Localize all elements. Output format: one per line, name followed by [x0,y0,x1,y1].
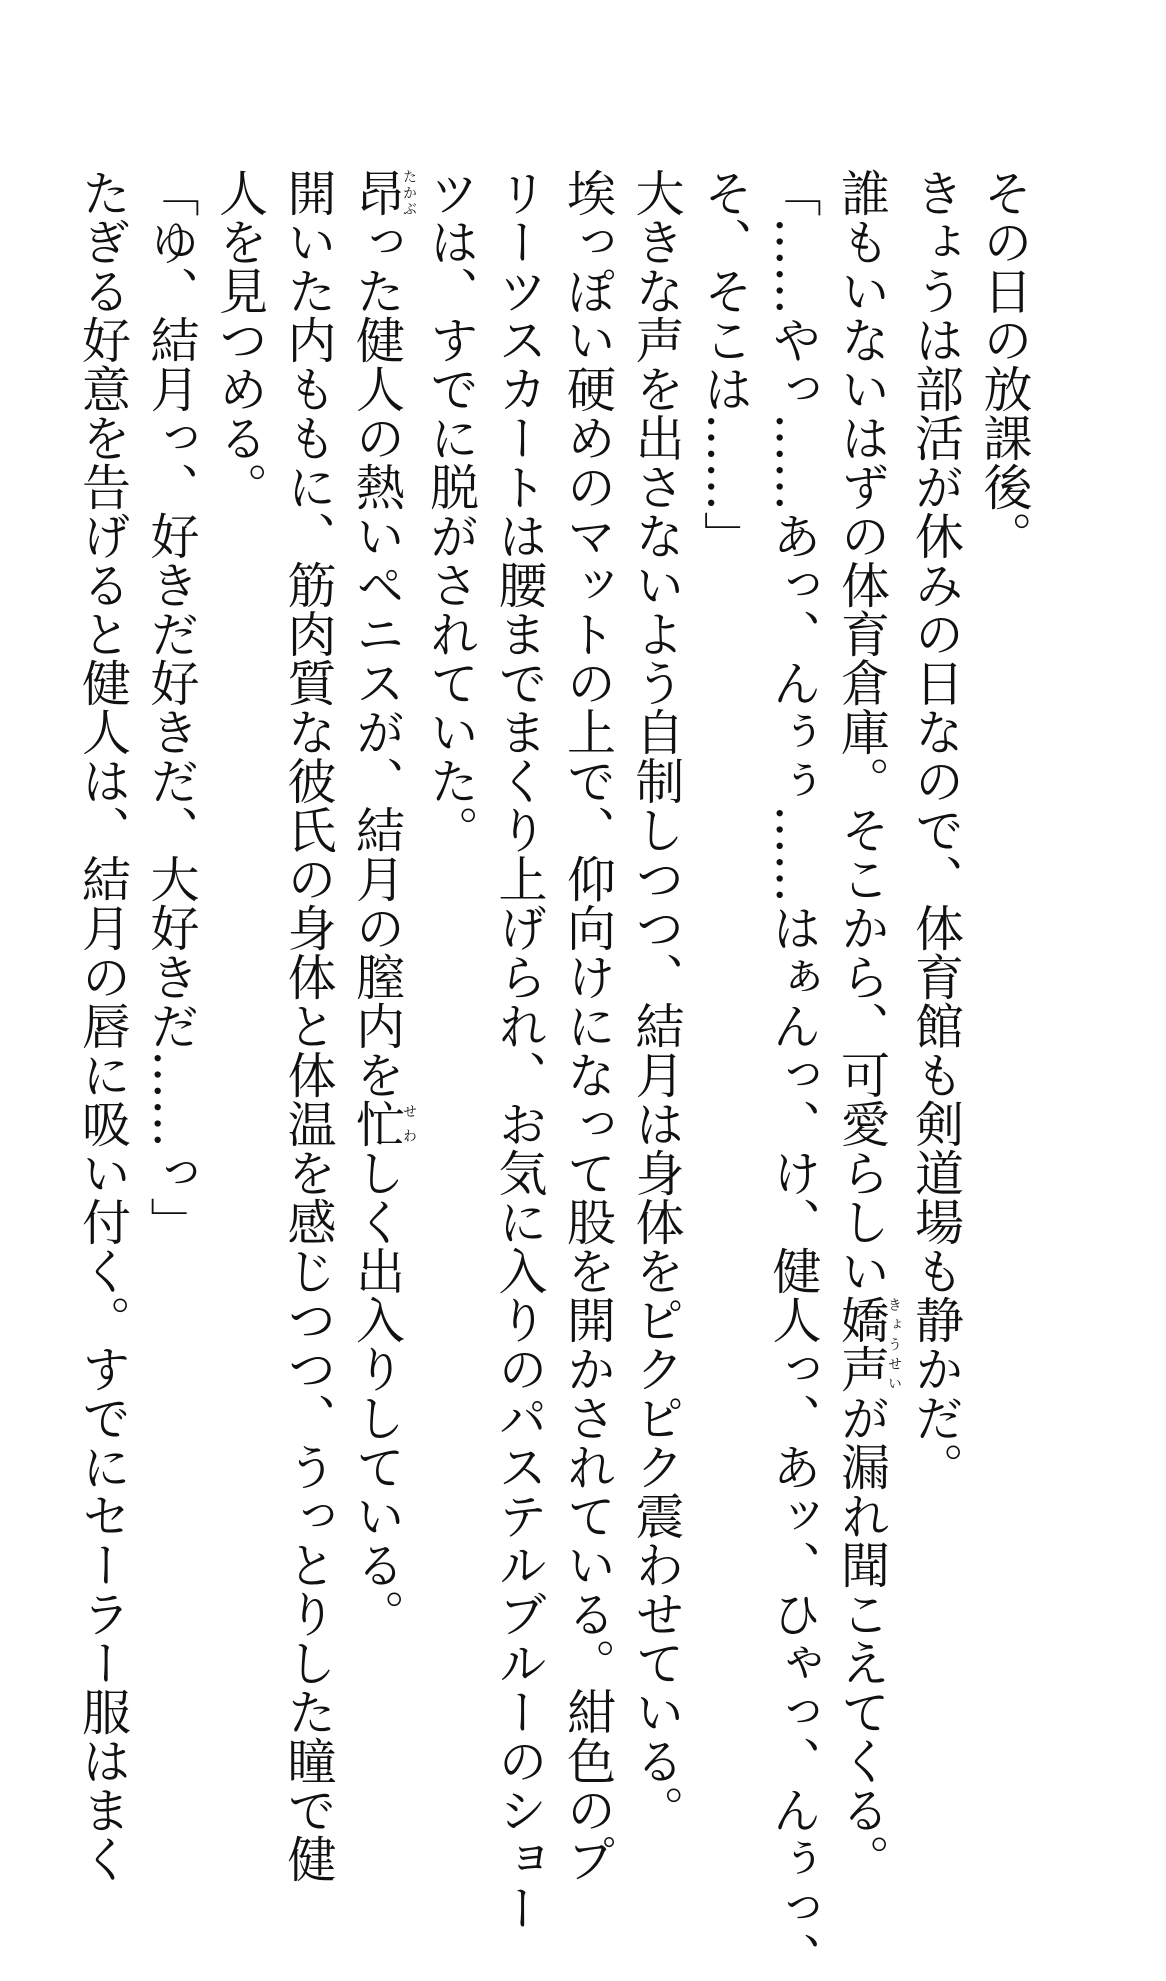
ruby-annotated-word [833,1295,902,1393]
ruby-base: 嬌声 [833,1295,891,1393]
text-line: 「……やっ……あっ、んぅぅ……はぁんっ、け、健人っ、あッ、ひゃっ、んぅっ、 [765,168,822,1981]
text-segment: った健人の熱いペニスが、結月の膣内を [348,217,406,1099]
text-segment: 誰もいないはずの体育倉庫。そこから、可愛らしい [833,168,891,1295]
ruby-base: 昂 [348,168,406,217]
furigana: せわ [401,1099,417,1148]
text-line: 「ゆ、結月っ、好きだ好きだ、大好きだ……っ」 [143,168,200,1246]
text-line: その日の放課後。 [976,168,1033,560]
ruby-base: 忙 [348,1099,406,1148]
text-line: 埃っぽい硬めのマットの上で、仰向けになって股を開かされている。紺色のプ [559,168,617,1883]
text-line: そ、そこは……」 [696,168,754,560]
text-line: 人を見つめる。 [211,168,269,511]
text-line: ツは、すでに脱がされていた。 [422,168,480,854]
furigana: たかぶ [401,168,417,217]
text-line [342,168,417,1638]
ruby-annotated-word [348,1099,417,1148]
text-segment: が漏れ聞こえてくる。 [833,1393,891,1883]
vertical-text-body [68,168,1038,1981]
text-segment: しく出入りしている。 [348,1148,406,1638]
text-line: 開いた内ももに、筋肉質な彼氏の身体と体温を感じつつ、うっとりした瞳で健 [280,168,337,1883]
text-line: きょうは部活が休みの日なので、体育館も剣道場も静かだ。 [907,168,965,1491]
text-line: たぎる好意を告げると健人は、結月の唇に吸い付く。すでにセーラー服はまく [74,168,132,1883]
ruby-annotated-word [348,168,417,217]
text-line [827,168,902,1883]
text-line: 大きな声を出さないよう自制しつつ、結月は身体をピクピク震わせている。 [628,168,685,1834]
furigana: きょうせい [886,1295,902,1393]
text-line: リーツスカートは腰までまくり上げられ、お気に入りのパステルブルーのショー [491,168,548,1932]
